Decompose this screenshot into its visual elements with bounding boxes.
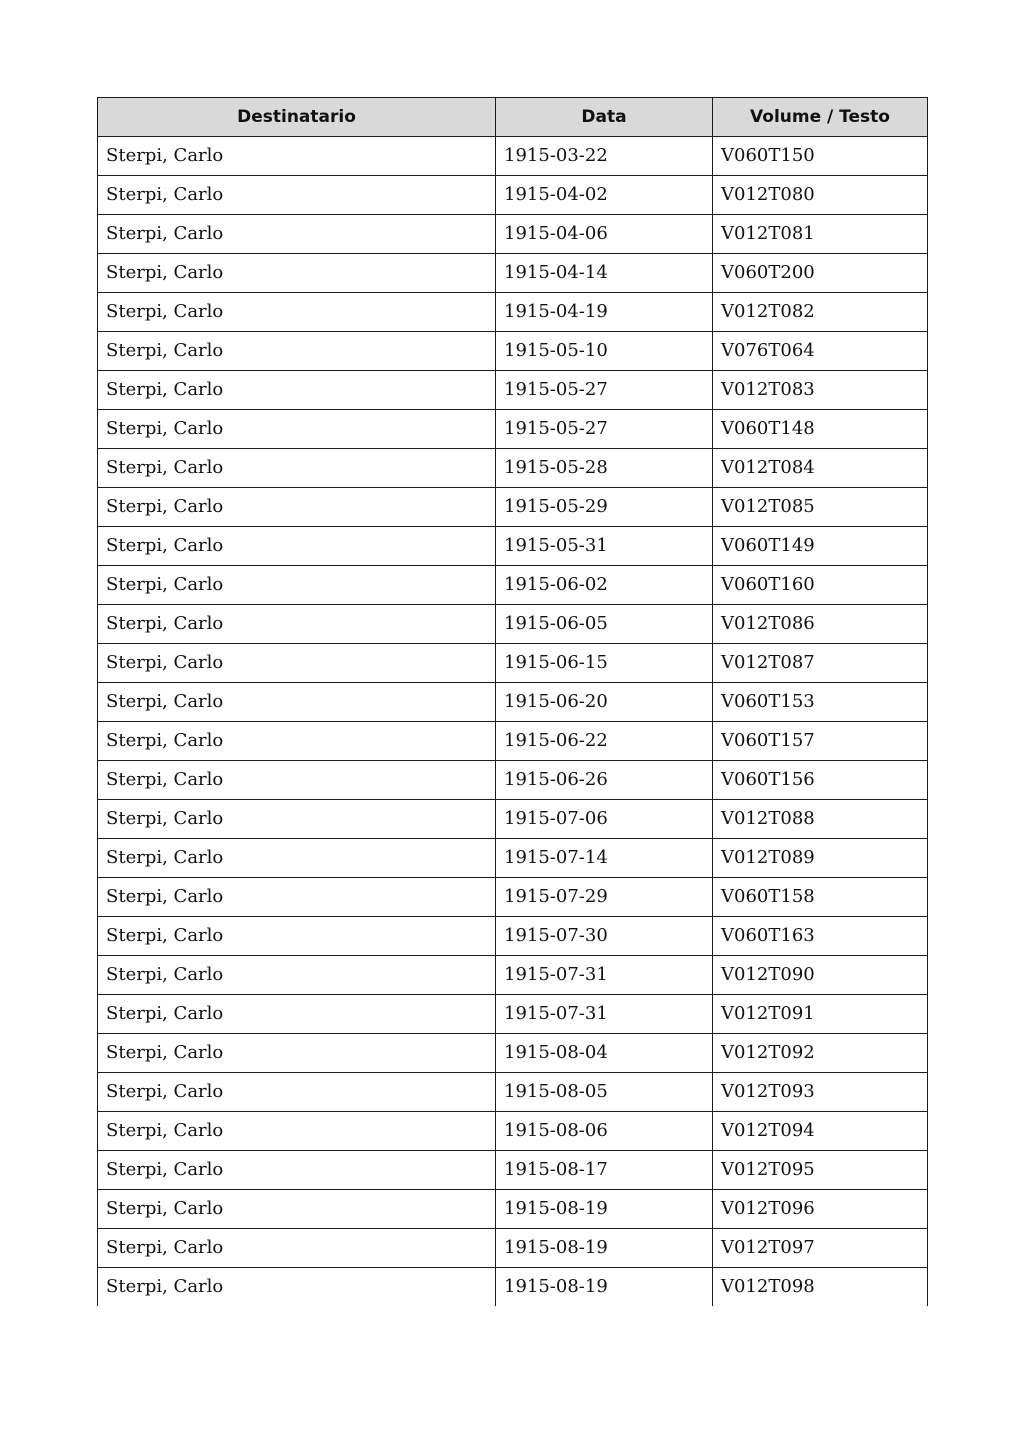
- cell-destinatario: Sterpi, Carlo: [98, 293, 496, 332]
- table-row: [98, 137, 928, 176]
- table-row: [98, 683, 928, 722]
- cell-destinatario: Sterpi, Carlo: [98, 215, 496, 254]
- cell-volume-testo: V060T163: [713, 917, 928, 956]
- cell-volume-testo: V012T089: [713, 839, 928, 878]
- cell-destinatario: Sterpi, Carlo: [98, 137, 496, 176]
- cell-data: 1915-07-30: [496, 917, 713, 956]
- cell-data: 1915-04-02: [496, 176, 713, 215]
- table-row: [98, 956, 928, 995]
- cell-destinatario: Sterpi, Carlo: [98, 761, 496, 800]
- cell-volume-testo: V012T081: [713, 215, 928, 254]
- cell-destinatario: Sterpi, Carlo: [98, 722, 496, 761]
- cell-data: 1915-07-31: [496, 956, 713, 995]
- table-row: [98, 410, 928, 449]
- table-row: [98, 566, 928, 605]
- table-row: [98, 527, 928, 566]
- header-row: [98, 98, 928, 137]
- table-row: [98, 605, 928, 644]
- cell-destinatario: Sterpi, Carlo: [98, 1190, 496, 1229]
- cell-volume-testo: V076T064: [713, 332, 928, 371]
- cell-data: 1915-07-06: [496, 800, 713, 839]
- cell-data: 1915-08-06: [496, 1112, 713, 1151]
- cell-volume-testo: V060T160: [713, 566, 928, 605]
- cell-destinatario: Sterpi, Carlo: [98, 644, 496, 683]
- cell-data: 1915-06-26: [496, 761, 713, 800]
- cell-destinatario: Sterpi, Carlo: [98, 917, 496, 956]
- table-row: [98, 293, 928, 332]
- table-row: [98, 449, 928, 488]
- cell-destinatario: Sterpi, Carlo: [98, 1034, 496, 1073]
- cell-destinatario: Sterpi, Carlo: [98, 254, 496, 293]
- cell-data: 1915-08-17: [496, 1151, 713, 1190]
- table-row: [98, 800, 928, 839]
- cell-volume-testo: V060T149: [713, 527, 928, 566]
- table-row: [98, 1229, 928, 1268]
- cell-volume-testo: V012T096: [713, 1190, 928, 1229]
- cell-volume-testo: V060T157: [713, 722, 928, 761]
- cell-data: 1915-05-27: [496, 371, 713, 410]
- cell-data: 1915-06-22: [496, 722, 713, 761]
- table-row: [98, 839, 928, 878]
- cell-volume-testo: V060T148: [713, 410, 928, 449]
- cell-volume-testo: V060T200: [713, 254, 928, 293]
- cell-data: 1915-05-27: [496, 410, 713, 449]
- table-row: [98, 1151, 928, 1190]
- cell-destinatario: Sterpi, Carlo: [98, 1151, 496, 1190]
- cell-data: 1915-08-19: [496, 1229, 713, 1268]
- cell-destinatario: Sterpi, Carlo: [98, 449, 496, 488]
- cell-destinatario: Sterpi, Carlo: [98, 371, 496, 410]
- table-row: [98, 1112, 928, 1151]
- cell-volume-testo: V012T085: [713, 488, 928, 527]
- cell-data: 1915-06-02: [496, 566, 713, 605]
- table-row: [98, 254, 928, 293]
- cell-data: 1915-04-14: [496, 254, 713, 293]
- correspondence-table: [97, 97, 928, 1306]
- cell-volume-testo: V060T153: [713, 683, 928, 722]
- cell-data: 1915-07-31: [496, 995, 713, 1034]
- cell-destinatario: Sterpi, Carlo: [98, 1268, 496, 1307]
- cell-data: 1915-08-05: [496, 1073, 713, 1112]
- cell-destinatario: Sterpi, Carlo: [98, 176, 496, 215]
- table-row: [98, 995, 928, 1034]
- cell-destinatario: Sterpi, Carlo: [98, 488, 496, 527]
- table-row: [98, 371, 928, 410]
- cell-volume-testo: V012T098: [713, 1268, 928, 1307]
- table-row: [98, 1073, 928, 1112]
- cell-volume-testo: V060T158: [713, 878, 928, 917]
- cell-volume-testo: V012T095: [713, 1151, 928, 1190]
- cell-data: 1915-07-29: [496, 878, 713, 917]
- cell-volume-testo: V012T083: [713, 371, 928, 410]
- table-row: [98, 176, 928, 215]
- table-body: [98, 137, 928, 1307]
- cell-data: 1915-05-10: [496, 332, 713, 371]
- table-row: [98, 722, 928, 761]
- cell-destinatario: Sterpi, Carlo: [98, 878, 496, 917]
- cell-destinatario: Sterpi, Carlo: [98, 995, 496, 1034]
- cell-volume-testo: V012T090: [713, 956, 928, 995]
- cell-destinatario: Sterpi, Carlo: [98, 839, 496, 878]
- cell-data: 1915-05-31: [496, 527, 713, 566]
- cell-volume-testo: V012T091: [713, 995, 928, 1034]
- cell-data: 1915-05-29: [496, 488, 713, 527]
- cell-destinatario: Sterpi, Carlo: [98, 332, 496, 371]
- column-header-destinatario: Destinatario: [98, 98, 496, 137]
- cell-destinatario: Sterpi, Carlo: [98, 566, 496, 605]
- table-row: [98, 1190, 928, 1229]
- cell-data: 1915-06-05: [496, 605, 713, 644]
- column-header-data: Data: [496, 98, 713, 137]
- cell-destinatario: Sterpi, Carlo: [98, 1229, 496, 1268]
- cell-data: 1915-07-14: [496, 839, 713, 878]
- table-row: [98, 215, 928, 254]
- cell-volume-testo: V060T150: [713, 137, 928, 176]
- cell-volume-testo: V012T087: [713, 644, 928, 683]
- cell-data: 1915-06-20: [496, 683, 713, 722]
- cell-data: 1915-04-19: [496, 293, 713, 332]
- cell-data: 1915-08-04: [496, 1034, 713, 1073]
- table-row: [98, 332, 928, 371]
- table-row: [98, 761, 928, 800]
- cell-destinatario: Sterpi, Carlo: [98, 800, 496, 839]
- cell-destinatario: Sterpi, Carlo: [98, 527, 496, 566]
- cell-volume-testo: V012T093: [713, 1073, 928, 1112]
- cell-destinatario: Sterpi, Carlo: [98, 683, 496, 722]
- table-row: [98, 878, 928, 917]
- cell-destinatario: Sterpi, Carlo: [98, 956, 496, 995]
- cell-volume-testo: V012T080: [713, 176, 928, 215]
- cell-volume-testo: V012T097: [713, 1229, 928, 1268]
- cell-destinatario: Sterpi, Carlo: [98, 410, 496, 449]
- cell-volume-testo: V012T092: [713, 1034, 928, 1073]
- table-row: [98, 1034, 928, 1073]
- cell-destinatario: Sterpi, Carlo: [98, 1073, 496, 1112]
- cell-destinatario: Sterpi, Carlo: [98, 605, 496, 644]
- cell-volume-testo: V012T088: [713, 800, 928, 839]
- cell-destinatario: Sterpi, Carlo: [98, 1112, 496, 1151]
- table-header: [98, 98, 928, 137]
- column-header-volume-testo: Volume / Testo: [713, 98, 928, 137]
- table-row: [98, 917, 928, 956]
- table-row: [98, 1268, 928, 1307]
- cell-volume-testo: V060T156: [713, 761, 928, 800]
- cell-data: 1915-04-06: [496, 215, 713, 254]
- cell-volume-testo: V012T094: [713, 1112, 928, 1151]
- cell-data: 1915-08-19: [496, 1190, 713, 1229]
- cell-data: 1915-05-28: [496, 449, 713, 488]
- cell-data: 1915-06-15: [496, 644, 713, 683]
- cell-data: 1915-08-19: [496, 1268, 713, 1307]
- cell-volume-testo: V012T084: [713, 449, 928, 488]
- table-row: [98, 488, 928, 527]
- cell-data: 1915-03-22: [496, 137, 713, 176]
- table-row: [98, 644, 928, 683]
- cell-volume-testo: V012T082: [713, 293, 928, 332]
- cell-volume-testo: V012T086: [713, 605, 928, 644]
